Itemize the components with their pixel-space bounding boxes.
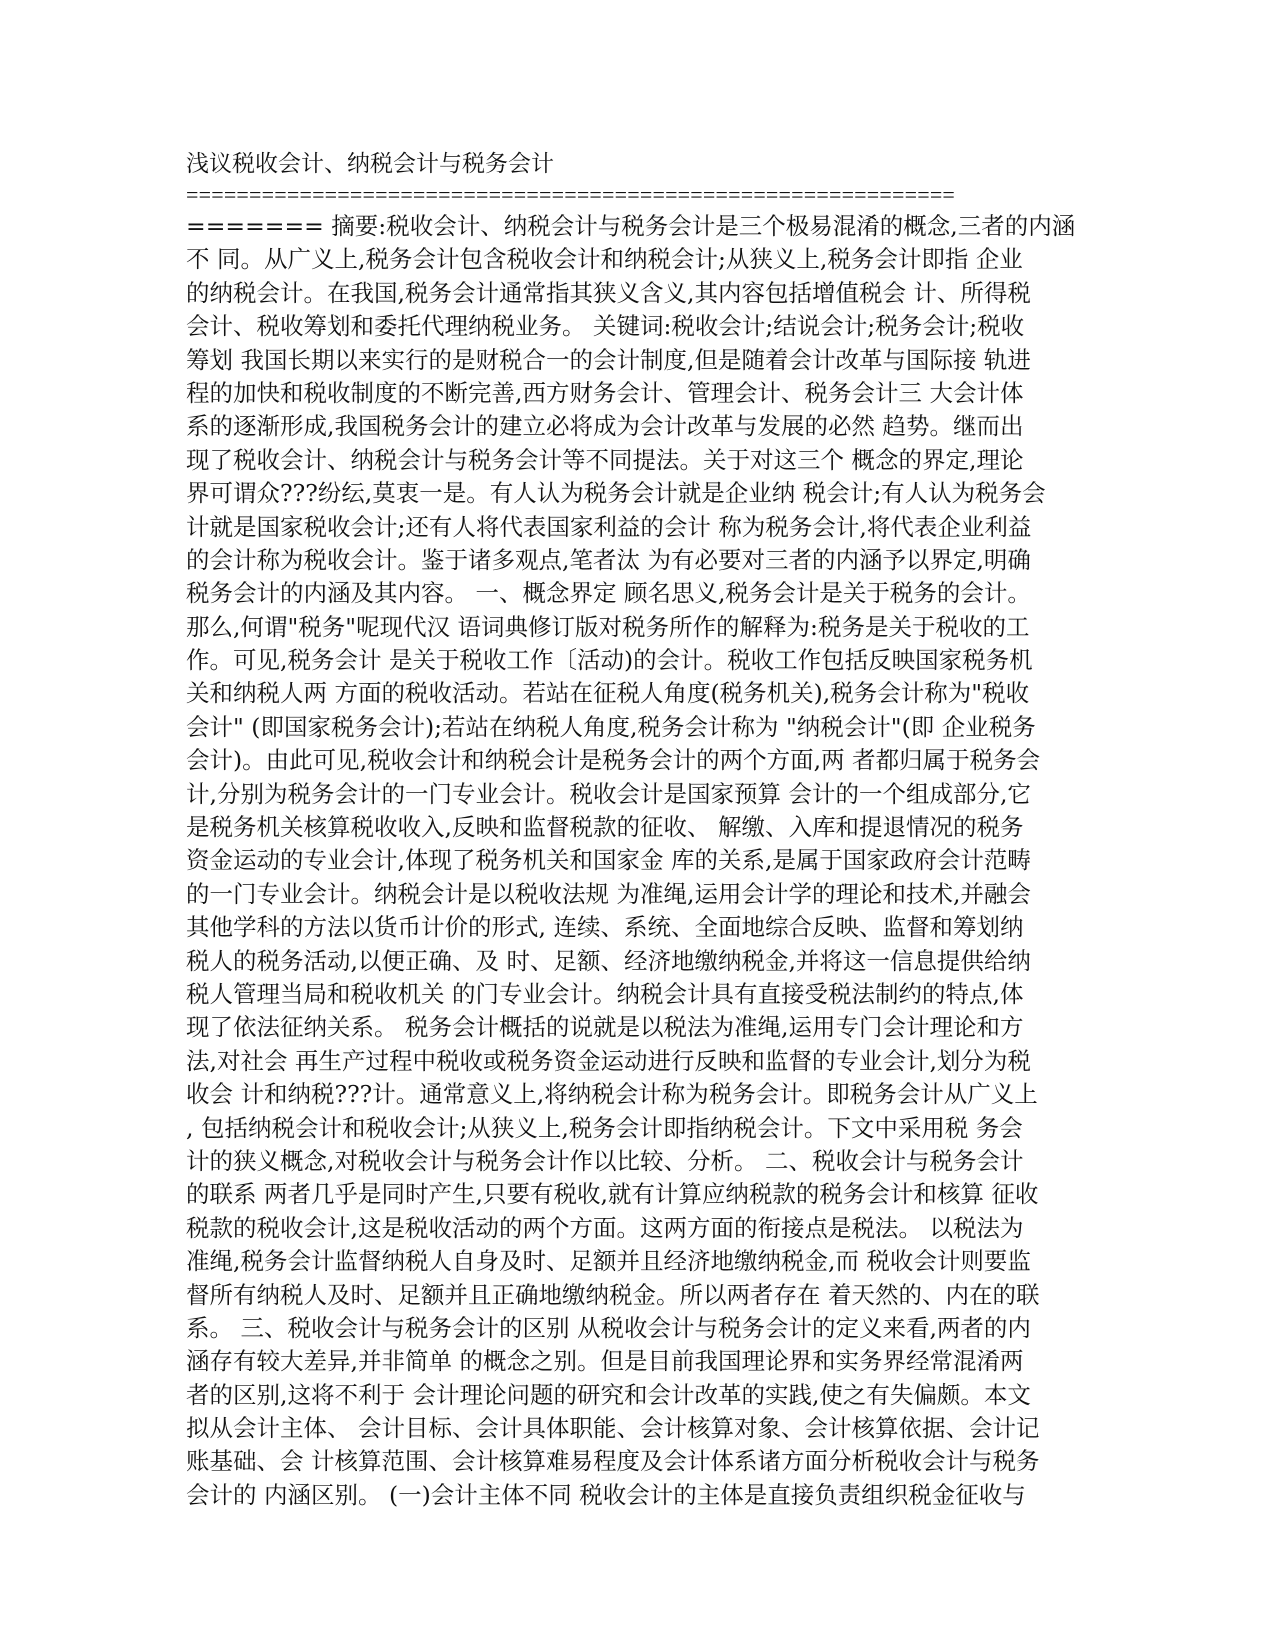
text-line: 其他学科的方法以货币计价的形式, 连续、系统、全面地综合反映、监督和筹划纳 (186, 913, 1024, 942)
text-line: 的纳税会计。在我国,税务会计通常指其狭义含义,其内容包括增值税会 计、所得税 (186, 278, 1031, 307)
text-line: 不 同。从广义上,税务会计包含税收会计和纳税会计;从狭义上,税务会计即指 企业 (186, 245, 1023, 274)
text-line: 税务会计的内涵及其内容。 一、概念界定 顾名思义,税务会计是关于税务的会计。 (186, 579, 1031, 608)
text-line: 税人管理当局和税收机关 的门专业会计。纳税会计具有直接受税法制约的特点,体 (186, 979, 1024, 1008)
text-line: 的联系 两者几乎是同时产生,只要有税收,就有计算应纳税款的税务会计和核算 征收 (186, 1180, 1039, 1209)
text-line: 筹划 我国长期以来实行的是财税合一的会计制度,但是随着会计改革与国际接 轨进 (186, 345, 1031, 374)
text-line: 会计" (即国家税务会计);若站在纳税人角度,税务会计称为 "纳税会计"(即 企业税务 (186, 712, 1036, 741)
text-line: 会计)。由此可见,税收会计和纳税会计是税务会计的两个方面,两 者都归属于税务会 (186, 746, 1041, 775)
text-line: 税款的税收会计,这是税收活动的两个方面。这两方面的衔接点是税法。 以税法为 (186, 1213, 1024, 1242)
text-line: 计就是国家税收会计;还有人将代表国家利益的会计 称为税务会计,将代表企业利益 (186, 512, 1032, 541)
document-body (186, 148, 1088, 1512)
text-line: 关和纳税人两 方面的税收活动。若站在征税人角度(税务机关),税务会计称为"税收 (186, 679, 1030, 708)
text-line: 计,分别为税务会计的一门专业会计。税收会计是国家预算 会计的一个组成部分,它 (186, 779, 1031, 808)
text-line: 的会计称为税收会计。鉴于诸多观点,笔者汰 为有必要对三者的内涵予以界定,明确 (186, 545, 1031, 574)
text-line: 法,对社会 再生产过程中税收或税务资金运动进行反映和监督的专业会计,划分为税 (186, 1046, 1031, 1075)
text-line: 的一门专业会计。纳税会计是以税收法规 为准绳,运用会计学的理论和技术,并融会 (186, 879, 1031, 908)
text-line: 那么,何谓"税务"呢现代汉 语词典修订版对税务所作的解释为:税务是关于税收的工 (186, 612, 1030, 641)
text-line: 作。可见,税务会计 是关于税收工作〔活动)的会计。税收工作包括反映国家税务机 (186, 646, 1033, 675)
text-line: 界可谓众???纷纭,莫衷一是。有人认为税务会计就是企业纳 税会计;有人认为税务会 (186, 479, 1046, 508)
text-line: 账基础、会 计核算范围、会计核算难易程度及会计体系诸方面分析税收会计与税务 (186, 1447, 1040, 1476)
text-line: , 包括纳税会计和税收会计;从狭义上,税务会计即指纳税会计。下文中采用税 务会 (186, 1113, 1023, 1142)
text-line: 系的逐渐形成,我国税务会计的建立必将成为会计改革与发展的必然 趋势。继而出 (186, 412, 1024, 441)
document-title: 浅议税收会计、纳税会计与税务会计 (186, 151, 554, 177)
text-line: 督所有纳税人及时、足额并且正确地缴纳税金。所以两者存在 着天然的、内在的联 (186, 1280, 1040, 1309)
text-line: 资金运动的专业会计,体现了税务机关和国家金 库的关系,是属于国家政府会计范畴 (186, 846, 1031, 875)
text-line: 税人的税务活动,以便正确、及 时、足额、经济地缴纳税金,并将这一信息提供给纳 (186, 946, 1031, 975)
text-line: ======= 摘要:税收会计、纳税会计与税务会计是三个极易混淆的概念,三者的内涵 (186, 212, 1076, 240)
separator-line: ============================================================= (186, 182, 956, 207)
text-line: 收会 计和纳税???计。通常意义上,将纳税会计称为税务会计。即税务会计从广义上 (186, 1080, 1038, 1109)
text-line: 程的加快和税收制度的不断完善,西方财务会计、管理会计、税务会计三 大会计体 (186, 378, 1024, 407)
text-line: 系。 三、税收会计与税务会计的区别 从税收会计与税务会计的定义来看,两者的内 (186, 1313, 1031, 1342)
text-line: 计的狭义概念,对税收会计与税务会计作以比较、分析。 二、税收会计与税务会计 (186, 1146, 1024, 1175)
text-line: 现了依法征纳关系。 税务会计概括的说就是以税法为准绳,运用专门会计理论和方 (186, 1013, 1024, 1042)
text-line: 是税务机关核算税收收入,反映和监督税款的征收、 解缴、入库和提退情况的税务 (186, 813, 1024, 842)
text-line: 者的区别,这将不利于 会计理论问题的研究和会计改革的实践,使之有失偏颇。本文 (186, 1380, 1031, 1409)
text-line: 拟从会计主体、 会计目标、会计具体职能、会计核算对象、会计核算依据、会计记 (186, 1414, 1040, 1443)
text-line: 准绳,税务会计监督纳税人自身及时、足额并且经济地缴纳税金,而 税收会计则要监 (186, 1247, 1031, 1276)
text-line: 会计、税收筹划和委托代理纳税业务。 关键词:税收会计;结说会计;税务会计;税收 (186, 312, 1025, 341)
text-line: 会计的 内涵区别。 (一)会计主体不同 税收会计的主体是直接负责组织税金征收与 (186, 1480, 1026, 1509)
body-text (186, 210, 1088, 1512)
text-line: 涵存有较大差异,并非简单 的概念之别。但是目前我国理论界和实务界经常混淆两 (186, 1347, 1024, 1376)
text-line: 现了税收会计、纳税会计与税务会计等不同提法。关于对这三个 概念的界定,理论 (186, 445, 1024, 474)
